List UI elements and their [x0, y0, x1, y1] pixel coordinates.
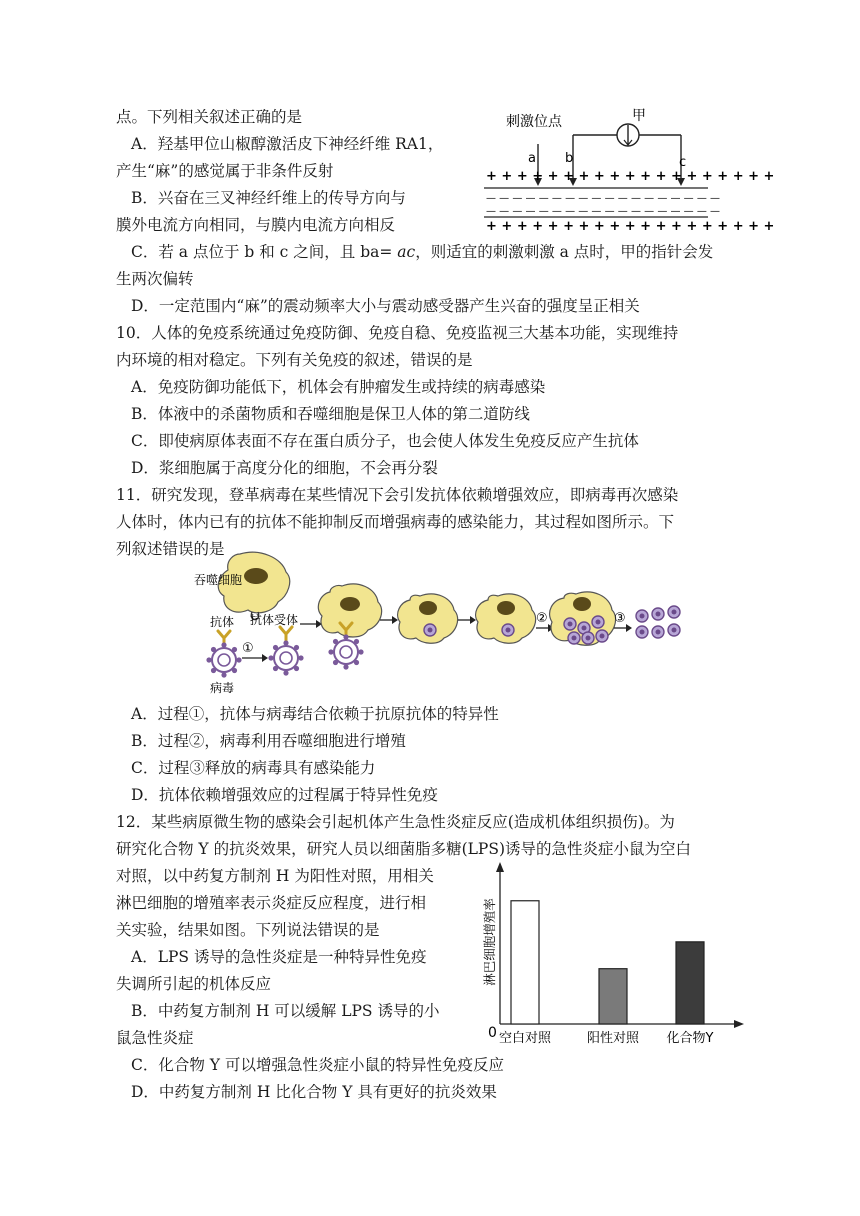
- bar-3: [676, 942, 704, 1024]
- nerve-fiber-figure: [470, 100, 775, 234]
- step1-label: ①: [242, 641, 254, 656]
- q9-option-c-line2: 生两次偏转: [116, 270, 194, 288]
- q10-option-c: C．即使病原体表面不存在蛋白质分子，也会使人体发生免疫反应产生抗体: [131, 432, 639, 450]
- q12-option-c: C．化合物 Y 可以增强急性炎症小鼠的特异性免疫反应: [131, 1056, 504, 1074]
- ade-process-figure: [190, 546, 700, 696]
- category-label-1: 空白对照: [498, 1031, 552, 1046]
- q12-option-a-line1: A．LPS 诱导的急性炎症是一种特异性免疫: [131, 948, 427, 966]
- q12-option-b-line1: B．中药复方制剂 H 可以缓解 LPS 诱导的小: [131, 1002, 440, 1020]
- q12-stem-line1: 12．某些病原微生物的感染会引起机体产生急性炎症反应(造成机体组织损伤)。为: [116, 813, 675, 831]
- q9-option-b-line2: 膜外电流方向相同，与膜内电流方向相反: [116, 216, 396, 234]
- point-b-label: b: [565, 151, 574, 166]
- q9-option-a-line2: 产生“麻”的感觉属于非条件反射: [116, 162, 334, 180]
- outer-plus-charges: + + + + + + + + + + + + + + + + + + +: [486, 169, 775, 184]
- inner-minus-charges-1: — — — — — — — — — — — — — — — — — —: [486, 193, 721, 204]
- q10-stem-line1: 10．人体的免疫系统通过免疫防御、免疫自稳、免疫监视三大基本功能，实现维持: [116, 324, 679, 342]
- q9-option-a-line1: A．羟基甲位山椒醇激活皮下神经纤维 RA1，: [131, 135, 444, 153]
- y-axis-arrow: [496, 862, 504, 872]
- phagocyte-label: 吞噬细胞: [194, 573, 243, 587]
- q11-stem-line2: 人体时，体内已有的抗体不能抑制反而增强病毒的感染能力，其过程如图所示。下: [116, 513, 675, 531]
- q12-option-d: D．中药复方制剂 H 比化合物 Y 具有更好的抗炎效果: [131, 1083, 497, 1101]
- inner-minus-charges-2: — — — — — — — — — — — — — — — — — —: [486, 206, 721, 217]
- lymphocyte-bar-chart: [478, 858, 750, 1050]
- q9-option-c-line1: C．若 a 点位于 b 和 c 之间，且 ba= 𝑎𝑐，则适宜的刺激刺激 a 点时，甲的指针会发: [131, 243, 714, 261]
- step2-label: ②: [536, 611, 548, 626]
- q12-stem-line2: 研究化合物 Y 的抗炎效果，研究人员以细菌脂多糖(LPS)诱导的急性炎症小鼠为空白: [116, 840, 692, 858]
- bound-antibody-icon: [280, 627, 292, 642]
- q11-stem-line3: 列叙述错误的是: [116, 540, 225, 558]
- q11-option-a: A．过程①，抗体与病毒结合依赖于抗原抗体的特异性: [131, 705, 499, 723]
- q12-stem-line3: 对照，以中药复方制剂 H 为阳性对照，用相关: [116, 867, 434, 885]
- step3-label: ③: [614, 611, 626, 626]
- x-axis-arrow: [734, 1020, 744, 1028]
- q11-option-d: D．抗体依赖增强效应的过程属于特异性免疫: [131, 786, 438, 804]
- q12-stem-line4: 淋巴细胞的增殖率表示炎症反应程度，进行相: [116, 894, 427, 912]
- q11-stem-line1: 11．研究发现，登革病毒在某些情况下会引发抗体依赖增强效应，即病毒再次感染: [116, 486, 679, 504]
- q11-option-b: B．过程②，病毒利用吞噬细胞进行增殖: [131, 732, 406, 750]
- q10-stem-line2: 内环境的相对稳定。下列有关免疫的叙述，错误的是: [116, 351, 473, 369]
- receptor-label: 抗体受体: [250, 613, 299, 627]
- antibody-label: 抗体: [210, 615, 235, 629]
- released-virus-icon: [636, 610, 648, 622]
- virus-icon: [206, 642, 241, 677]
- q12-option-a-line2: 失调所引起的机体反应: [116, 975, 272, 993]
- point-c-label: c: [679, 155, 687, 170]
- point-a-label: a: [528, 151, 536, 166]
- q10-option-b: B．体液中的杀菌物质和吞噬细胞是保卫人体的第二道防线: [131, 405, 530, 423]
- q12-stem-line5: 关实验，结果如图。下列说法错误的是: [116, 921, 380, 939]
- origin-label: 0: [488, 1025, 497, 1041]
- virus-label: 病毒: [210, 681, 235, 695]
- bar-2: [599, 969, 627, 1024]
- bound-virus-icon: [268, 640, 303, 675]
- q10-option-d: D．浆细胞属于高度分化的细胞，不会再分裂: [131, 459, 438, 477]
- q9-option-d: D．一定范围内“麻”的震动频率大小与震动感受器产生兴奋的强度呈正相关: [131, 297, 640, 315]
- q9-stem-tail: 点。下列相关叙述正确的是: [116, 108, 303, 126]
- outer-plus-charges-bottom: + + + + + + + + + + + + + + + + + + +: [486, 219, 775, 234]
- stimulus-site-label: 刺激位点: [506, 114, 562, 130]
- meter-label: 甲: [632, 108, 646, 124]
- bar-1: [511, 901, 539, 1024]
- category-label-2: 阳性对照: [586, 1031, 640, 1046]
- q10-option-a: A．免疫防御功能低下，机体会有肿瘤发生或持续的病毒感染: [131, 378, 546, 396]
- q12-option-b-line2: 鼠急性炎症: [116, 1029, 194, 1047]
- y-axis-label: 淋巴细胞增殖率: [482, 898, 497, 986]
- category-label-3: 化合物Y: [666, 1031, 714, 1046]
- q11-option-c: C．过程③释放的病毒具有感染能力: [131, 759, 376, 777]
- q9-option-b-line1: B．兴奋在三叉神经纤维上的传导方向与: [131, 189, 406, 207]
